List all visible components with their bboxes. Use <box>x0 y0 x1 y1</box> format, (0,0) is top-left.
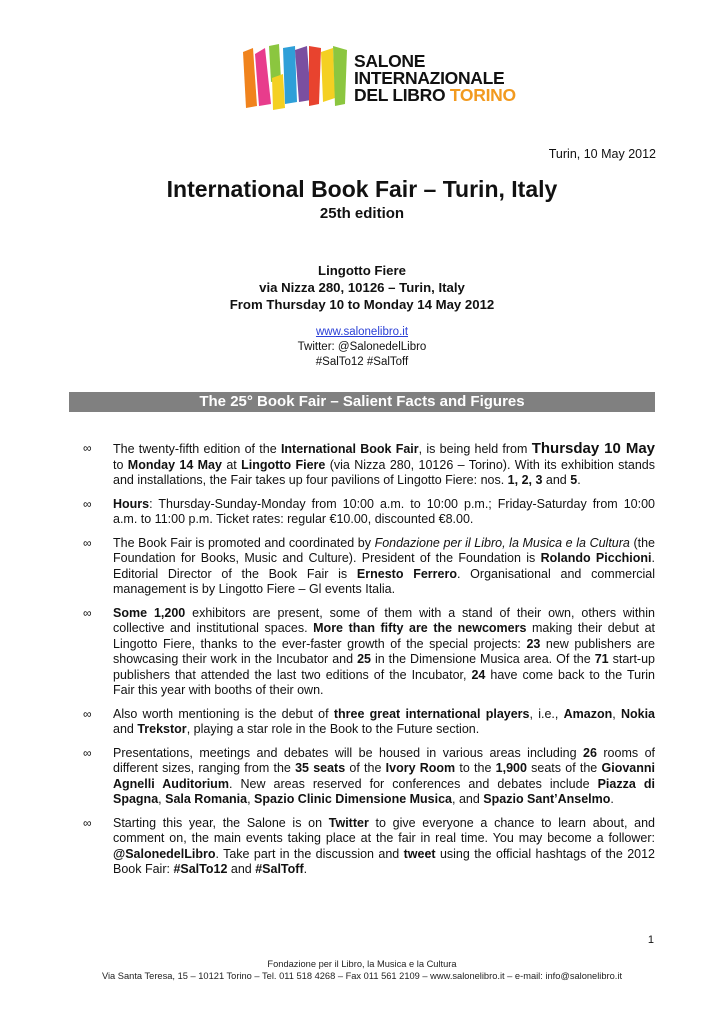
venue-name: Lingotto Fiere <box>318 263 406 278</box>
logo-line-3 <box>354 87 516 104</box>
logo-stroke <box>243 48 257 108</box>
logo-line-2: INTERNAZIONALE <box>354 68 505 88</box>
logo-stroke <box>295 46 311 102</box>
list-item: ∞ Some 1,200 exhibitors are present, some of them with a stand of their own, others within collective and institutional spaces. More than fifty are the newcomers making their debut at Lingotto Fiere, thanks to the ever-faster growth of the special projects: 23 new publishers are showcasing their work in the Incubator and 25 in the Dimensione Musica area. Of the 71 start-up publishers that attended the last two editions of the Incubator, 24 have come back to the Turin Fair this year with booths of their own. <box>83 605 655 697</box>
infinity-bullet-icon: ∞ <box>83 815 92 830</box>
footer-organization: Fondazione per il Libro, la Musica e la Cultura <box>267 959 457 969</box>
footer-contact: Via Santa Teresa, 15 – 10121 Torino – Tel. 011 518 4268 – Fax 011 561 2109 – www.salonelibro.it – e-mail: info@salonelibro.it <box>101 971 623 981</box>
hashtags: #SalTo12 #SalToff <box>315 356 409 368</box>
logo-stroke <box>255 48 271 106</box>
logo-line-1: SALONE <box>354 51 426 71</box>
page-title: International Book Fair – Turin, Italy <box>166 176 558 202</box>
venue-block <box>0 262 724 313</box>
infinity-bullet-icon: ∞ <box>83 706 92 721</box>
page-footer <box>0 958 724 982</box>
infinity-bullet-icon: ∞ <box>83 745 92 760</box>
list-item: ∞ The twenty-fifth edition of the International Book Fair, is being held from Thursday 10 May to Monday 14 May at Lingotto Fiere (via Nizza 280, 10126 – Torino). With its exhibition stands and installations, the Fair takes up four pavilions of Lingotto Fiere: nos. 1, 2, 3 and 5. <box>83 440 656 487</box>
venue-address: via Nizza 280, 10126 – Turin, Italy <box>259 280 465 295</box>
infinity-bullet-icon: ∞ <box>83 441 92 455</box>
document-date: Turin, 10 May 2012 <box>548 147 656 161</box>
logo-stroke <box>309 46 321 106</box>
logo-stroke <box>333 46 347 106</box>
infinity-bullet-icon: ∞ <box>83 605 92 620</box>
logo-line-3a: DEL LIBRO <box>354 85 446 105</box>
list-item: ∞ Presentations, meetings and debates will be housed in various areas including 26 rooms of different sizes, ranging from the 35 seats of the Ivory Room to the 1,900 seats of the Giovanni Agnelli Auditorium. New areas reserved for conferences and debates include Piazza di Spagna, Sala Romania, Spazio Clinic Dimensione Musica, and Spazio Sant’Anselmo. <box>83 745 655 806</box>
list-item: ∞ Also worth mentioning is the debut of three great international players, i.e., Amazon, Nokia and Trekstor, playing a star role in the Book to the Future section. <box>83 706 655 736</box>
twitter-handle: Twitter: @SalonedelLibro <box>297 341 427 353</box>
facts-list <box>69 441 655 886</box>
section-title-bar: The 25° Book Fair – Salient Facts and Figures <box>69 392 655 412</box>
logo-wordmark <box>354 53 516 104</box>
list-item: ∞ Starting this year, the Salone is on Twitter to give everyone a chance to learn about, and comment on, the main events taking place at the fair in real time. You may become a follower: @SalonedelLibro. Take part in the discussion and tweet using the official hashtags of the 2012 Book Fair: #SalTo12 and #SalToff. <box>83 815 656 876</box>
list-item: ∞ The Book Fair is promoted and coordinated by Fondazione per il Libro, la Musica e la Cultura (the Foundation for Books, Music and Culture). President of the Foundation is Rolando Picchioni. Editorial Director of the Book Fair is Ernesto Ferrero. Organisational and commercial management is by Lingotto Fiere – Gl events Italia. <box>83 535 656 596</box>
logo-line-3b: TORINO <box>449 85 516 105</box>
logo-stroke <box>283 46 297 104</box>
list-item: ∞ Hours: Thursday-Sunday-Monday from 10:00 a.m. to 10:00 p.m.; Friday-Saturday from 10:00 a.m. to 11:00 p.m. Ticket rates: regular €10.00, discounted €8.00. <box>83 496 655 526</box>
edition-subtitle: 25th edition <box>319 205 405 222</box>
logo-brush-strokes <box>243 44 347 110</box>
website-link[interactable]: www.salonelibro.it <box>315 326 409 338</box>
logo-stroke <box>321 48 335 102</box>
logo-stroke <box>272 74 285 110</box>
page-number: 1 <box>647 934 654 946</box>
infinity-bullet-icon: ∞ <box>83 535 92 550</box>
infinity-bullet-icon: ∞ <box>83 496 92 511</box>
venue-dates: From Thursday 10 to Monday 14 May 2012 <box>229 297 495 312</box>
contact-links <box>0 325 724 370</box>
